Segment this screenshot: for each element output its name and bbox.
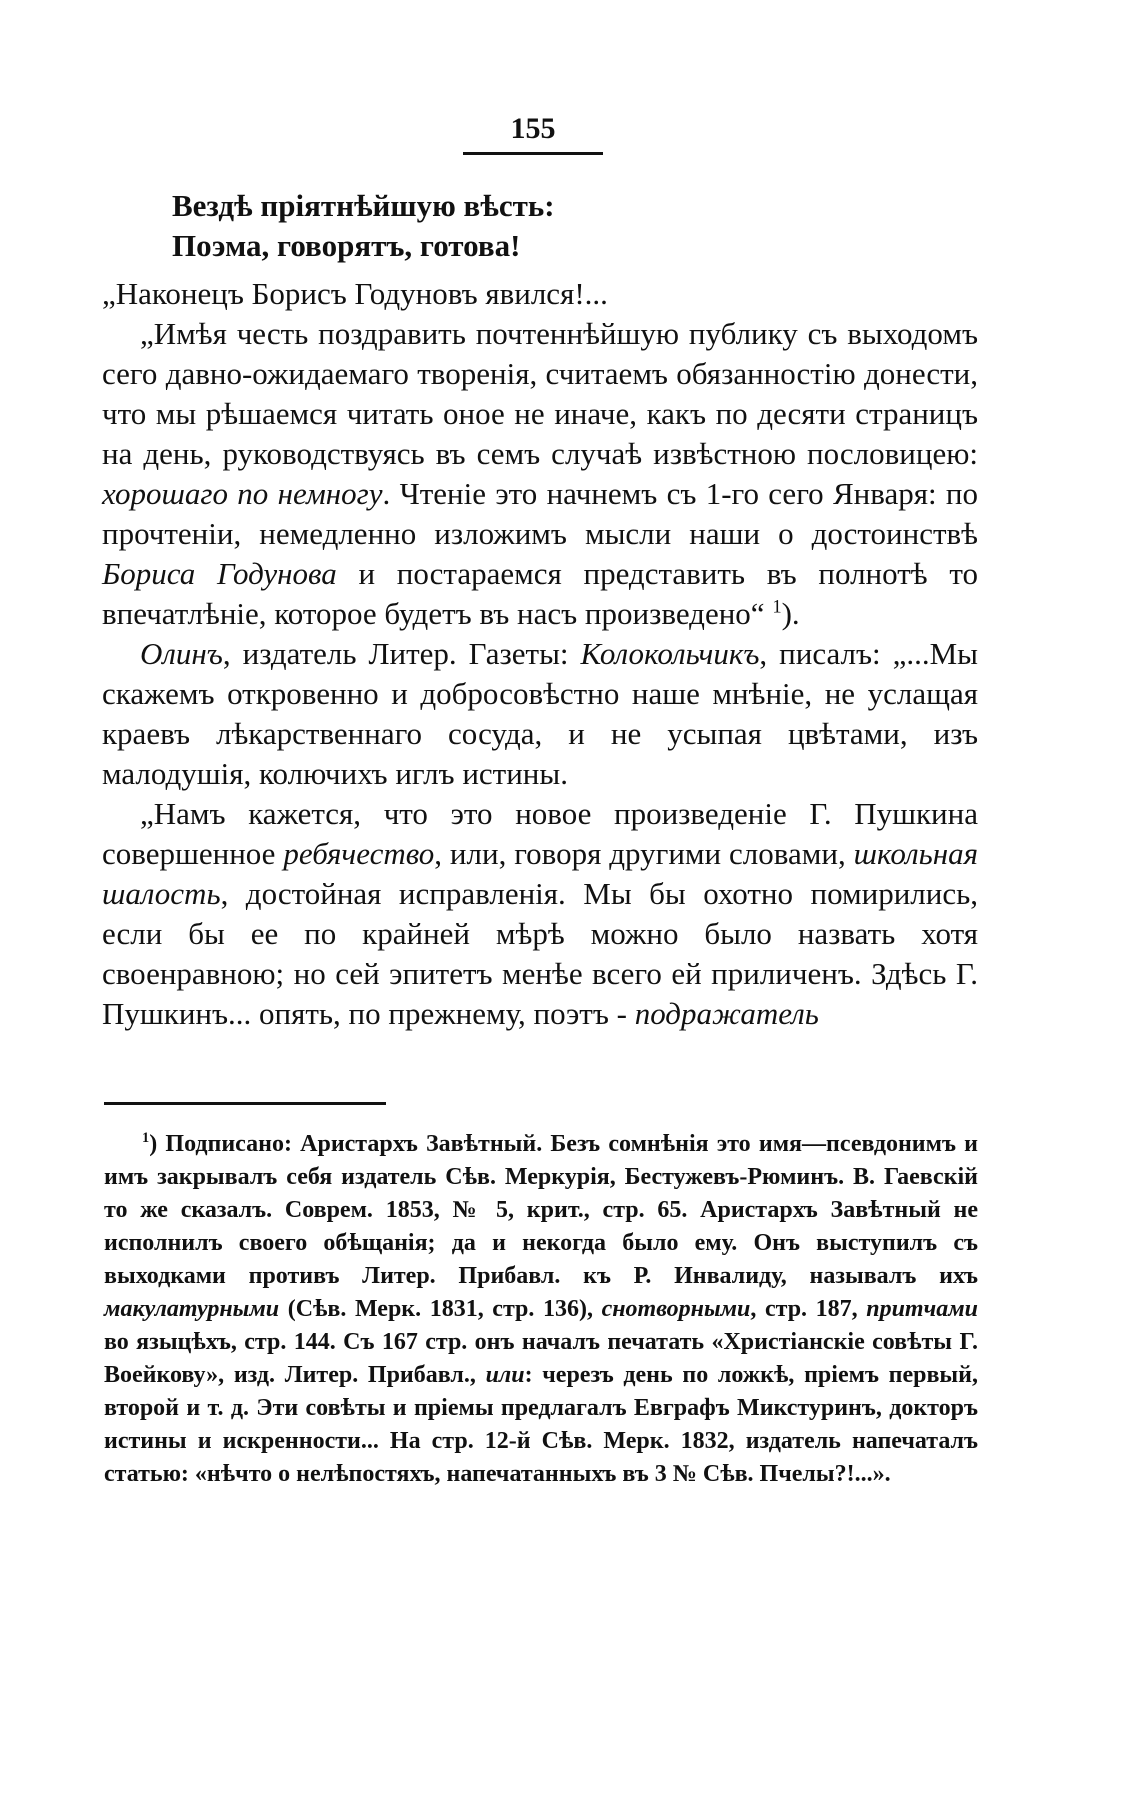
para1-mid: . Чтеніе это начнемъ съ 1-го сего Января: по прочтеніи, немедленно изложимъ мысли наши о достоинствѣ: [102, 476, 978, 551]
epigraph-verse: [172, 186, 555, 266]
intro-text: „Наконецъ Борисъ Годуновъ явился!...: [102, 276, 608, 311]
para3-italic-2: школьная шалость: [102, 836, 979, 911]
para1-italic-title: Бориса Годунова: [102, 556, 337, 591]
footnotes: [104, 1128, 978, 1491]
para2-tail: , писалъ: „...Мы скажемъ откровенно и добросовѣстно наше мнѣніе, не услащая краевъ лѣкарственнаго сосуда, и не усыпая цвѣтами, изъ малодушія, колючихъ иглъ истины.: [102, 636, 978, 791]
paragraph-3: [102, 794, 978, 1034]
para3-italic-1: ребячество: [283, 836, 435, 871]
para1-tail: и постараемся представить въ полнотѣ то впечатлѣніе, которое будетъ въ насъ произведено“: [102, 556, 978, 631]
footnote-text-5: : черезъ день по ложкѣ, пріемъ первый, второй и т. д. Эти совѣты и пріемы предлагалъ Евграфъ Микстуринъ, докторъ истины и искренности... На стр. 12-й Сѣв. Мерк. 1832, издатель напечаталъ статью: «нѣчто о нелѣпостяхъ, напечатанныхъ въ 3 № Сѣв. Пчелы?!...».: [104, 1362, 978, 1487]
footnote-italic-3: притчами: [866, 1296, 978, 1322]
main-text: [102, 274, 978, 1034]
footnote-text-4: во языцѣхъ, стр. 144. Съ 167 стр. онъ началъ печатать «Христіанскіе совѣты Г. Воейкову», изд. Литер. Прибавл.,: [104, 1329, 978, 1388]
footnote-text-1: ) Подписано: Аристархъ Завѣтный. Безъ сомнѣнія это имя—псевдонимъ и имъ закрывалъ себя издатель Сѣв. Меркурія, Бестужевъ-Рюминъ. В. Гаевскій то же сказалъ. Соврем. 1853, № 5, крит., стр. 65. Аристархъ Завѣтный не исполнилъ своего обѣщанія; да и некогда было ему. Онъ выступилъ съ выходками противъ Литер. Прибавл. къ Р. Инвалиду, называлъ ихъ: [104, 1131, 978, 1289]
intro-line: [102, 274, 978, 314]
paragraph-2: [102, 634, 978, 794]
para2-italic-author: Олинъ: [140, 636, 223, 671]
footnote-ref-1[interactable]: 1: [772, 596, 782, 618]
footnote-text-3: , стр. 187,: [750, 1296, 867, 1322]
para3-lead: „Намъ кажется, что это новое произведеніе Г. Пушкина совершенное: [102, 796, 978, 871]
footnote-mark: 1: [142, 1130, 150, 1146]
footnote-italic-4: или: [485, 1362, 525, 1388]
para1-lead: „Имѣя честь поздравить почтеннѣйшую публику съ выходомъ сего давно-ожидаемаго творенія, считаемъ обязанностію донести, что мы рѣшаемся читать оное не иначе, какъ по десяти страницъ на день, руководствуясь въ семъ случаѣ извѣстною пословицею:: [102, 316, 978, 471]
para2-italic-pseudonym: Колокольчикъ: [580, 636, 760, 671]
paragraph-1: [102, 314, 978, 634]
para3-mid-1: , или, говоря другими словами,: [434, 836, 854, 871]
page-number: 155: [463, 112, 603, 155]
footnote-italic-2: снотворными: [601, 1296, 751, 1322]
footnote-1: [104, 1128, 978, 1491]
verse-line-1: Вездѣ пріятнѣйшую вѣсть:: [172, 188, 555, 223]
footnote-text-2: (Сѣв. Мерк. 1831, стр. 136),: [279, 1296, 602, 1322]
para3-italic-3: подражатель: [634, 996, 819, 1031]
footnote-italic-1: макулатурными: [104, 1296, 280, 1322]
para1-end: ).: [781, 596, 800, 631]
verse-line-2: Поэма, говорятъ, готова!: [172, 228, 521, 263]
para1-italic-proverb: хорошаго по немногу: [102, 476, 383, 511]
footnote-divider: [104, 1102, 386, 1105]
para2-mid: , издатель Литер. Газеты:: [222, 636, 581, 671]
para3-mid-2: , достойная исправленія. Мы бы охотно помирились, если бы ее по крайней мѣрѣ можно было назвать хотя своенравною; но сей эпитетъ менѣе всего ей приличенъ. Здѣсь Г. Пушкинъ... опять, по прежнему, поэтъ -: [102, 876, 978, 1031]
